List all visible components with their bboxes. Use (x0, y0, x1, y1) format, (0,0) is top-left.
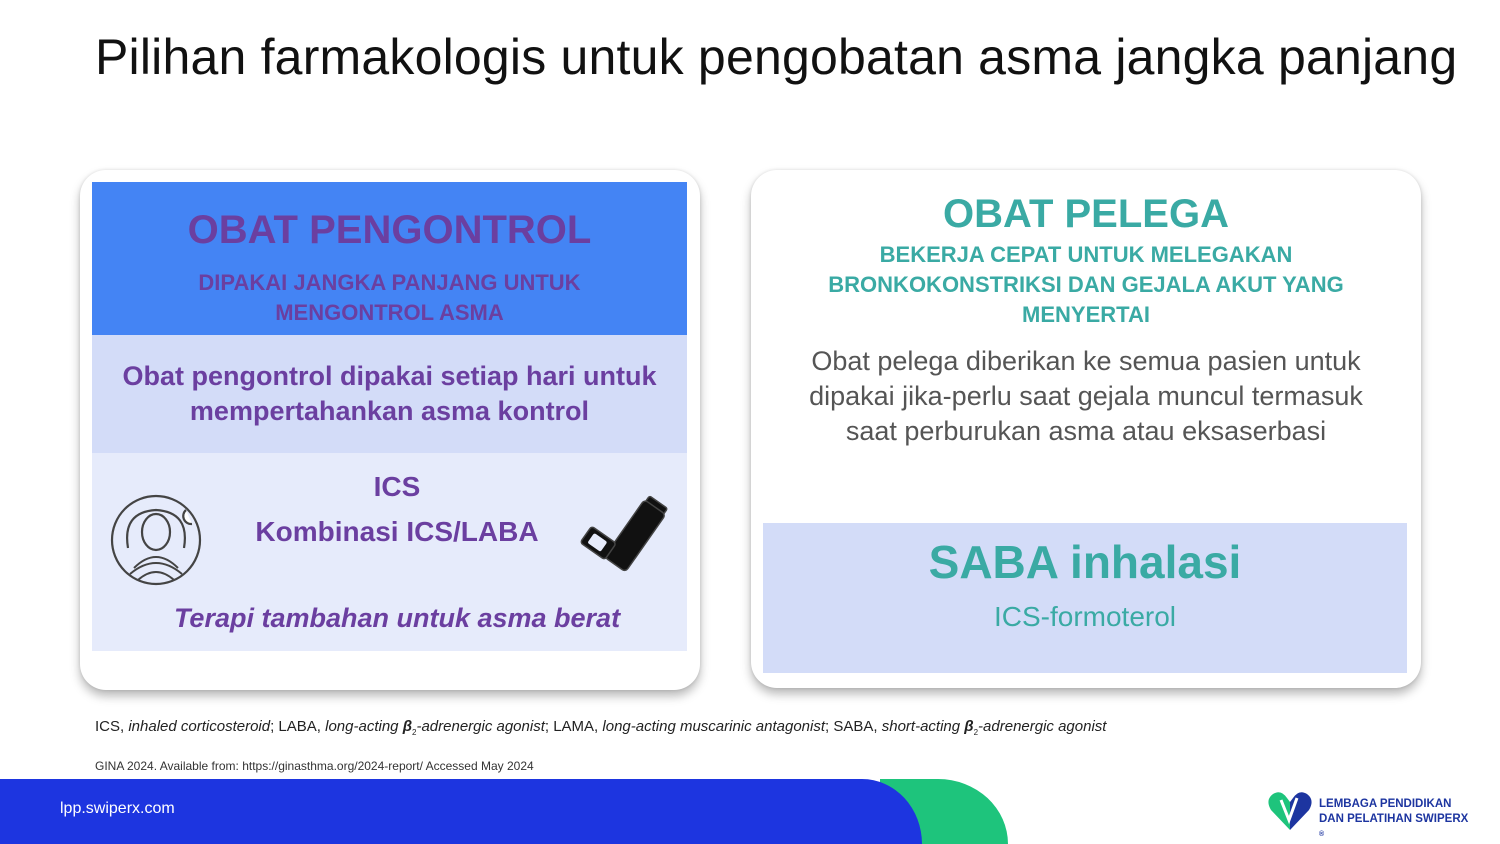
inhaler-icon (578, 489, 678, 585)
controller-card (80, 170, 700, 690)
ics-laba-option: Kombinasi ICS/LABA (255, 516, 539, 547)
swiperx-logo-text: LEMBAGA PENDIDIKAN DAN PELATIHAN SWIPERX ® (1319, 798, 1469, 838)
controller-subheading: DIPAKAI JANGKA PANJANG UNTUK MENGONTROL ASMA (198, 270, 581, 325)
reliever-description: Obat pelega diberikan ke semua pasien untuk dipakai jika-perlu saat gejala muncul termasuk saat perburukan asma atau eksaserbasi (809, 346, 1363, 446)
reliever-options-box (763, 523, 1407, 673)
addon-therapy: Terapi tambahan untuk asma berat (173, 603, 621, 633)
reliever-heading: OBAT PELEGA (943, 192, 1229, 236)
footer-url-link[interactable]: lpp.swiperx.com (60, 800, 175, 817)
controller-description-box (92, 335, 687, 453)
reference-citation: GINA 2024. Available from: https://ginasthma.org/2024-report/ Accessed May 2024 (95, 759, 534, 773)
saba-option: SABA inhalasi (928, 536, 1242, 588)
controller-description: Obat pengontrol dipakai setiap hari untuk mempertahankan asma kontrol (122, 361, 657, 426)
abbreviations-footnote: ICS, inhaled corticosteroid; LABA, long-acting $\beta_2$-adrenergic agonist; LAMA, long-acting muscarinic antagonist; SABA, short-acting $\beta_2$-adrenergic agonist (95, 718, 1107, 737)
ics-formoterol-option: ICS-formoterol (993, 601, 1177, 632)
slide-title: Pilihan farmakologis untuk pengobatan asma jangka panjang (95, 29, 1458, 85)
controller-header (92, 182, 687, 335)
reliever-subheading: BEKERJA CEPAT UNTUK MELEGAKAN BRONKOKONSTRIKSI DAN GEJALA AKUT YANG MENYERTAI (828, 242, 1344, 327)
ics-option: ICS (373, 471, 421, 502)
controller-options-box (92, 453, 687, 651)
controller-heading: OBAT PENGONTROL (187, 208, 592, 252)
swiperx-heart-logo-icon (1267, 790, 1313, 832)
reliever-card (751, 170, 1421, 688)
